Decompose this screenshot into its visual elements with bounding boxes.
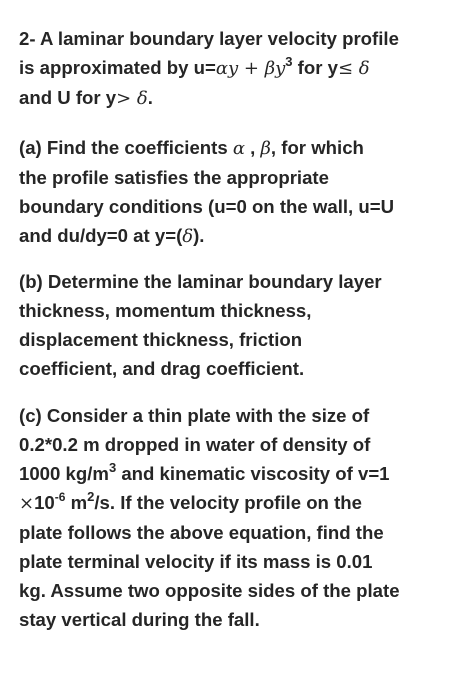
intro-line-2: is approximated by $u=\alpha y + \beta y^3$ for y≤ δ (19, 53, 370, 79)
part-a-line-2: the profile satisfies the appropriate (19, 167, 329, 188)
part-a-line-1: (a) Find the coefficients α , β, for which (19, 137, 364, 159)
part-c-line-1: (c) Consider a thin plate with the size of (19, 405, 370, 426)
intro-line-3: and U for y> δ. (19, 87, 153, 109)
part-c-line-2: 0.2*0.2 m dropped in water of density of (19, 434, 371, 455)
part-a (19, 133, 439, 251)
problem-intro (19, 24, 439, 113)
part-c-line-7: kg. Assume two opposite sides of the plate (19, 580, 400, 601)
cubic-exponent: 3 (285, 53, 293, 69)
part-c-line-6: plate terminal velocity if its mass is 0.01 (19, 551, 373, 572)
part-b-line-1: (b) Determine the laminar boundary layer (19, 271, 382, 292)
part-a-line-3: boundary conditions (u=0 on the wall, u=U (19, 196, 394, 217)
part-c-line-3: 1000 $kg/m^3$ and kinematic viscosity of v=1 (19, 459, 390, 484)
part-a-line-4: and du/dy=0 at y=(δ). (19, 225, 205, 247)
part-c-line-4: $\times 10^{-6}$ $m^2/s$. If the velocity profile on the (19, 488, 362, 514)
alpha-term: αy (215, 58, 239, 79)
part-b-line-2: thickness, momentum thickness, (19, 300, 312, 321)
part-b-line-3: displacement thickness, friction (19, 329, 303, 350)
beta-term: βy (264, 58, 286, 79)
part-b-line-4: coefficient, and drag coefficient. (19, 358, 305, 379)
part-c-line-5: plate follows the above equation, find the (19, 522, 384, 543)
part-b (19, 267, 439, 383)
intro-line-1: 2- A laminar boundary layer velocity profile (19, 28, 399, 49)
part-c (19, 401, 439, 634)
part-c-line-8: stay vertical during the fall. (19, 609, 260, 630)
